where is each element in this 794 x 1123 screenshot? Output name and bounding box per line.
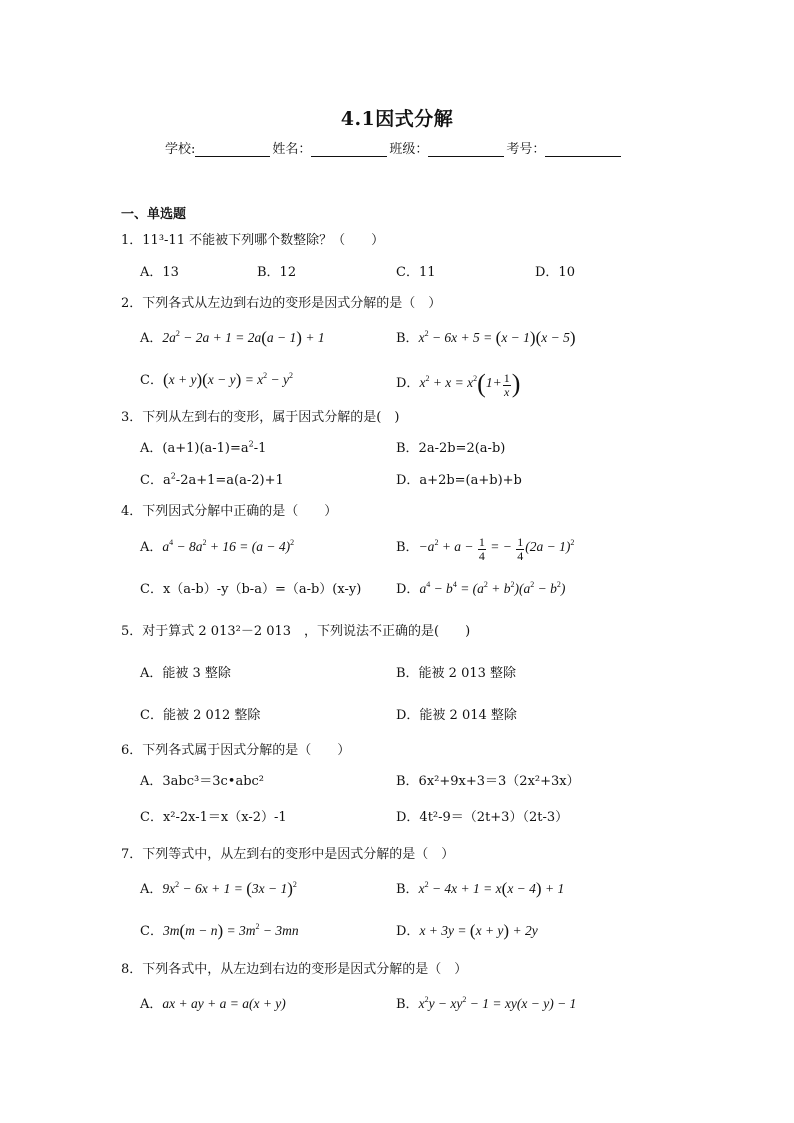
section-title: 一、单选题 (121, 207, 187, 222)
name-label: 姓名： (272, 142, 312, 157)
question-7-stem: 7．下列等式中，从左到右的变形中是因式分解的是（ ） (121, 847, 455, 862)
q2-option-c: C．$(x + y)(x - y) = x^2 - y^2$ (140, 370, 294, 389)
q7-option-c: C．$3m(m - n) = 3m^2 - 3mn$ (140, 921, 299, 940)
q5-option-c: C．能被 2 012 整除 (140, 708, 261, 723)
question-1-stem: 1．11³-11 不能被下列哪个数整除？（ ） (121, 233, 385, 248)
question-4-stem: 4．下列因式分解中正确的是（ ） (121, 504, 338, 519)
q3-option-c: C．$a^2-2a+1=a(a-2)+1$ (140, 471, 284, 488)
q5-option-a: A．能被 3 整除 (140, 666, 231, 681)
q6-option-d: D．4t²-9＝（2t+3）（2t-3） (396, 810, 569, 825)
question-2-stem: 2．下列各式从左边到右边的变形是因式分解的是（ ） (121, 296, 442, 311)
q2-option-b: B．$x^2 - 6x + 5 = (x - 1)(x - 5)$ (396, 328, 576, 347)
q1-option-d: D．10 (535, 265, 575, 280)
q8-option-a: A．ax + ay + a = a(x + y) (140, 996, 286, 1012)
q5-option-d: D．能被 2 014 整除 (396, 708, 517, 723)
q1-option-b: B．12 (257, 265, 297, 280)
class-label: 班级： (389, 142, 429, 157)
student-info (165, 138, 623, 157)
q8-option-b: B．$x^2y - xy^2 - 1 = xy(x - y) - 1$ (396, 995, 577, 1012)
q4-option-b: B．$-a^2 + a$ − $\frac{1}{4}$ = − $\frac{1}{4}$ $(2a - 1)^2$ (396, 535, 575, 563)
q3-option-a: A．$(a+1)(a-1)=a^2-1$ (140, 439, 267, 456)
class-blank (428, 142, 504, 157)
page-title: 4.1因式分解 (340, 108, 454, 130)
q6-option-b: B．6x²+9x+3＝3（2x²+3x） (396, 774, 580, 789)
q3-option-d: D．a+2b=(a+b)+b (396, 473, 522, 488)
q7-option-d: D．x + 3y = (x + y) + 2y (396, 921, 538, 940)
q6-option-a: A．3abc³＝3c•abc² (140, 774, 265, 789)
q4-option-c: C．x（a-b）-y（b-a）=（a-b）(x-y) (140, 582, 362, 597)
q4-option-a: A．$a^4 - 8a^2 + 16 = (a - 4)^2$ (140, 538, 295, 555)
question-3-stem: 3．下列从左到右的变形，属于因式分解的是( ) (121, 410, 400, 425)
q4-option-d: D．$a^4 - b^4 = (a^2 + b^2)(a^2 - b^2)$ (396, 580, 566, 597)
school-label: 学校: (165, 142, 196, 157)
q1-option-a: A．13 (140, 265, 179, 280)
number-label: 考号： (506, 142, 546, 157)
q7-option-a: A．$9x^2 - 6x + 1 = (3x - 1)^2$ (140, 879, 297, 898)
question-8-stem: 8．下列各式中，从左边到右边的变形是因式分解的是（ ） (121, 962, 468, 977)
q2-option-a: A．$2a^2 - 2a + 1 = 2a(a - 1) + 1$ (140, 328, 325, 347)
school-blank (195, 142, 270, 157)
q5-option-b: B．能被 2 013 整除 (396, 666, 517, 681)
q3-option-b: B．2a-2b=2(a-b) (396, 441, 506, 456)
name-blank (311, 142, 387, 157)
q6-option-c: C．x²-2x-1＝x（x-2）-1 (140, 810, 287, 825)
number-blank (545, 142, 621, 157)
q1-option-c: C．11 (396, 265, 436, 280)
question-6-stem: 6．下列各式属于因式分解的是（ ） (121, 743, 351, 758)
question-5-stem: 5．对于算式 2 013²－2 013 ，下列说法不正确的是( ) (121, 624, 471, 639)
q7-option-b: B．$x^2 - 4x + 1 = x(x - 4) + 1$ (396, 879, 565, 898)
q2-option-d: D．$x^2 + x = x^2(1+$ $\frac{1}{x}$ ) (396, 369, 521, 399)
